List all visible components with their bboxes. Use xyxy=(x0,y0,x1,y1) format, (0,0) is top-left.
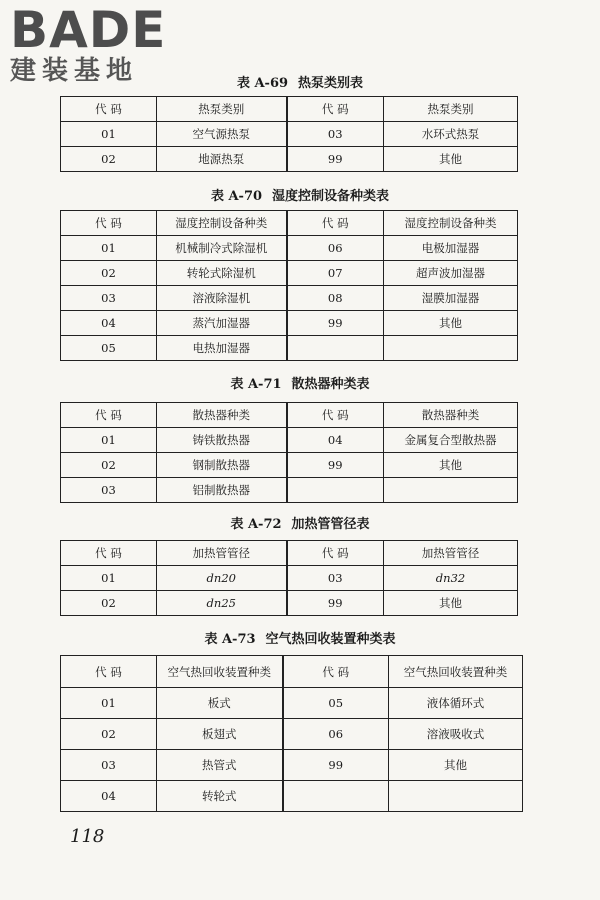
table-cell: 99 xyxy=(287,311,384,336)
table-cell: 电热加湿器 xyxy=(157,336,287,361)
table-cell: 02 xyxy=(61,591,157,616)
header-cell: 代 码 xyxy=(287,541,384,566)
table-cell: 热管式 xyxy=(157,750,283,781)
table-header-row xyxy=(61,211,518,236)
table-cell: 液体循环式 xyxy=(389,688,523,719)
table-row xyxy=(61,719,523,750)
table-number: 表 A-69 xyxy=(236,76,289,91)
header-cell: 代 码 xyxy=(61,211,157,236)
table-row xyxy=(61,122,518,147)
table-row xyxy=(61,478,518,503)
table-cell: 电极加湿器 xyxy=(384,236,518,261)
table-a73 xyxy=(60,655,523,812)
header-cell: 代 码 xyxy=(61,403,157,428)
table-cell: 07 xyxy=(287,261,384,286)
table-cell: 03 xyxy=(61,478,157,503)
table-cell: 06 xyxy=(287,236,384,261)
header-cell: 代 码 xyxy=(61,97,157,122)
table-cell: 溶液吸收式 xyxy=(389,719,523,750)
table-cell xyxy=(287,336,384,361)
table-number: 表 A-70 xyxy=(210,189,263,204)
table-cell: 02 xyxy=(61,261,157,286)
table-cell: 05 xyxy=(283,688,389,719)
header-cell: 代 码 xyxy=(61,541,157,566)
table-cell: 99 xyxy=(283,750,389,781)
table-header-row xyxy=(61,403,518,428)
table-cell: 99 xyxy=(287,453,384,478)
table-a73-caption xyxy=(0,632,600,648)
table-header-row xyxy=(61,97,518,122)
table-row xyxy=(61,750,523,781)
table-a70-caption xyxy=(0,189,600,205)
table-cell: 04 xyxy=(287,428,384,453)
table-cell: 金属复合型散热器 xyxy=(384,428,518,453)
table-cell: 02 xyxy=(61,453,157,478)
table-row xyxy=(61,781,523,812)
table-a69-caption xyxy=(0,76,600,92)
table-cell: 湿膜加湿器 xyxy=(384,286,518,311)
table-a72 xyxy=(60,540,518,616)
table-cell: 04 xyxy=(61,781,157,812)
header-cell: 热泵类别 xyxy=(384,97,518,122)
table-row xyxy=(61,147,518,172)
table-cell: 05 xyxy=(61,336,157,361)
table-cell: 其他 xyxy=(384,147,518,172)
table-cell xyxy=(389,781,523,812)
table-cell: 08 xyxy=(287,286,384,311)
table-cell: 蒸汽加湿器 xyxy=(157,311,287,336)
table-header-row xyxy=(61,656,523,688)
table-cell: 溶液除湿机 xyxy=(157,286,287,311)
header-cell: 湿度控制设备种类 xyxy=(384,211,518,236)
page-number: 118 xyxy=(70,826,105,847)
table-cell: 99 xyxy=(287,147,384,172)
table-cell: 水环式热泵 xyxy=(384,122,518,147)
table-row xyxy=(61,336,518,361)
table-cell: 机械制冷式除湿机 xyxy=(157,236,287,261)
table-a69 xyxy=(60,96,518,172)
table-cell: 06 xyxy=(283,719,389,750)
table-a70 xyxy=(60,210,518,361)
table-title: 空气热回收装置种类表 xyxy=(265,632,396,647)
table-cell: 03 xyxy=(287,566,384,591)
table-cell: 空气源热泵 xyxy=(157,122,287,147)
header-cell: 代 码 xyxy=(61,656,157,688)
table-title: 加热管管径表 xyxy=(291,517,370,532)
header-cell: 热泵类别 xyxy=(157,97,287,122)
table-cell: 02 xyxy=(61,719,157,750)
header-cell: 散热器种类 xyxy=(384,403,518,428)
table-cell: 01 xyxy=(61,566,157,591)
header-cell: 空气热回收装置种类 xyxy=(389,656,523,688)
table-cell: 钢制散热器 xyxy=(157,453,287,478)
header-cell: 湿度控制设备种类 xyxy=(157,211,287,236)
table-a72-caption xyxy=(0,517,600,533)
table-cell xyxy=(283,781,389,812)
table-cell: 板翅式 xyxy=(157,719,283,750)
table-title: 散热器种类表 xyxy=(291,377,370,392)
table-cell: 01 xyxy=(61,688,157,719)
table-cell xyxy=(384,478,518,503)
table-row xyxy=(61,688,523,719)
table-cell: 03 xyxy=(61,750,157,781)
table-cell: dn25 xyxy=(157,591,287,616)
table-row xyxy=(61,261,518,286)
table-row xyxy=(61,566,518,591)
logo-brand: BADE xyxy=(10,1,167,59)
table-title: 湿度控制设备种类表 xyxy=(272,189,390,204)
table-cell: 01 xyxy=(61,122,157,147)
header-cell: 空气热回收装置种类 xyxy=(157,656,283,688)
table-cell: 铝制散热器 xyxy=(157,478,287,503)
table-row xyxy=(61,311,518,336)
table-number: 表 A-72 xyxy=(230,517,282,532)
table-row xyxy=(61,453,518,478)
table-cell: 02 xyxy=(61,147,157,172)
table-header-row xyxy=(61,541,518,566)
header-cell: 加热管管径 xyxy=(384,541,518,566)
table-cell: 03 xyxy=(61,286,157,311)
table-cell xyxy=(287,478,384,503)
header-cell: 代 码 xyxy=(287,211,384,236)
table-cell: 其他 xyxy=(389,750,523,781)
table-cell: 04 xyxy=(61,311,157,336)
table-cell: 地源热泵 xyxy=(157,147,287,172)
table-cell: 03 xyxy=(287,122,384,147)
table-title: 热泵类别表 xyxy=(298,76,364,91)
table-row xyxy=(61,236,518,261)
header-cell: 散热器种类 xyxy=(157,403,287,428)
table-cell: 01 xyxy=(61,428,157,453)
header-cell: 代 码 xyxy=(287,97,384,122)
table-cell: 99 xyxy=(287,591,384,616)
table-cell: 其他 xyxy=(384,591,518,616)
table-cell: 超声波加湿器 xyxy=(384,261,518,286)
header-cell: 代 码 xyxy=(283,656,389,688)
table-cell: 转轮式 xyxy=(157,781,283,812)
table-a71 xyxy=(60,402,518,503)
table-cell: 01 xyxy=(61,236,157,261)
table-cell: 其他 xyxy=(384,453,518,478)
table-a71-caption xyxy=(0,377,600,393)
table-cell: 其他 xyxy=(384,311,518,336)
table-cell: 转轮式除湿机 xyxy=(157,261,287,286)
table-number: 表 A-71 xyxy=(230,377,282,392)
table-number: 表 A-73 xyxy=(204,632,256,647)
header-cell: 代 码 xyxy=(287,403,384,428)
table-cell: dn32 xyxy=(384,566,518,591)
table-cell: dn20 xyxy=(157,566,287,591)
table-cell: 板式 xyxy=(157,688,283,719)
logo-subtitle: 建装基地 xyxy=(10,56,139,86)
table-row xyxy=(61,591,518,616)
table-row xyxy=(61,286,518,311)
table-row xyxy=(61,428,518,453)
table-cell xyxy=(384,336,518,361)
header-cell: 加热管管径 xyxy=(157,541,287,566)
table-cell: 铸铁散热器 xyxy=(157,428,287,453)
